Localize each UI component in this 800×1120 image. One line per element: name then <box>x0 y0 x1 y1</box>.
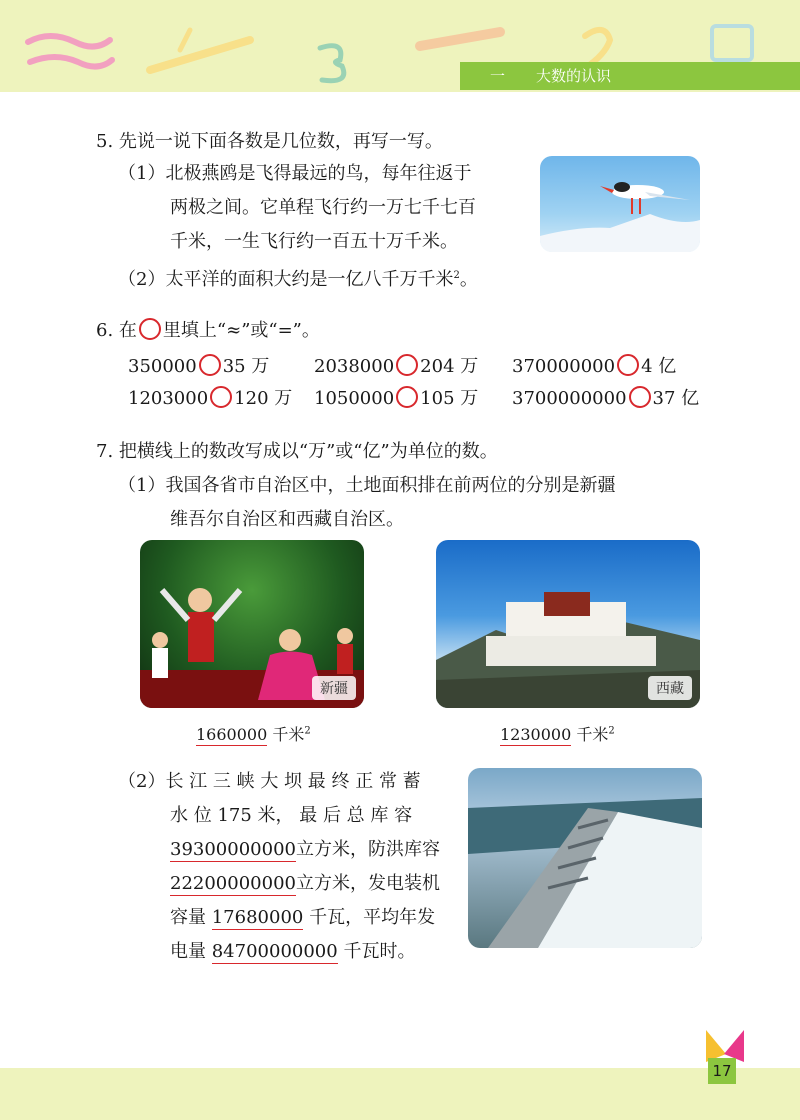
q7-part2-line3: 39300000000立方米，防洪库容 <box>170 839 440 860</box>
answer-circle[interactable] <box>617 354 639 376</box>
q7-part2-line1: （2）长 江 三 峡 大 坝 最 终 正 常 蓄 <box>118 771 421 792</box>
q6-item-1: 350000 35 万 <box>128 356 270 377</box>
q6-item-2: 2038000 204 万 <box>314 356 479 377</box>
q6-item-5: 1050000 105 万 <box>314 388 479 409</box>
q7-title: 7. 把横线上的数改写成以“万”或“亿”为单位的数。 <box>96 441 498 462</box>
arctic-tern-icon <box>540 156 700 252</box>
q7-part2-line5: 容量 17680000 千瓦，平均年发 <box>170 907 436 928</box>
q7-part1-line2: 维吾尔自治区和西藏自治区。 <box>170 509 404 530</box>
answer-circle-icon <box>139 318 161 340</box>
arctic-tern-photo <box>540 156 700 252</box>
answer-circle[interactable] <box>199 354 221 376</box>
photo-label-xinjiang: 新疆 <box>312 676 356 700</box>
q5-part1-line2: 两极之间。它单程飞行约一万七千七百 <box>170 197 476 218</box>
tibet-photo <box>436 540 700 708</box>
xinjiang-photo <box>140 540 364 708</box>
photo-label-tibet: 西藏 <box>648 676 692 700</box>
answer-circle[interactable] <box>396 354 418 376</box>
q5-part1-line3: 千米，一生飞行约一百五十万千米。 <box>170 231 458 252</box>
q7-part2-line6: 电量 84700000000 千瓦时。 <box>170 941 416 962</box>
page-footer <box>0 1068 800 1120</box>
answer-circle[interactable] <box>210 386 232 408</box>
q5-part2: （2）太平洋的面积大约是一亿八千万千米$^2$。 <box>118 269 478 290</box>
chapter-number: 一 <box>490 67 506 85</box>
three-gorges-dam-photo <box>468 768 702 948</box>
q6-item-4: 1203000 120 万 <box>128 388 293 409</box>
chapter-bar <box>460 62 800 90</box>
page-number: 17 <box>708 1058 736 1084</box>
chapter-title: 大数的认识 <box>536 67 612 85</box>
q7-part1-line1: （1）我国各省市自治区中，土地面积排在前两位的分别是新疆 <box>118 475 616 496</box>
q6-item-3: 370000000 4 亿 <box>512 356 677 377</box>
q7-part2-line4: 22200000000立方米，发电装机 <box>170 873 440 894</box>
answer-circle[interactable] <box>396 386 418 408</box>
dam-icon <box>468 768 702 948</box>
q7-part2-line2: 水 位 175 米， 最 后 总 库 容 <box>170 805 413 826</box>
q5-title: 5. 先说一说下面各数是几位数，再写一写。 <box>96 131 443 152</box>
answer-circle[interactable] <box>629 386 651 408</box>
q6-item-6: 3700000000 37 亿 <box>512 388 700 409</box>
q6-title: 6. 在 里填上“≈”或“=”。 <box>96 320 320 341</box>
page-header <box>0 0 800 92</box>
xinjiang-area: 1660000 千米$^2$ <box>196 725 311 744</box>
tibet-area: 1230000 千米$^2$ <box>500 725 615 744</box>
q5-part1-line1: （1）北极燕鸥是飞得最远的鸟，每年往返于 <box>118 163 472 184</box>
